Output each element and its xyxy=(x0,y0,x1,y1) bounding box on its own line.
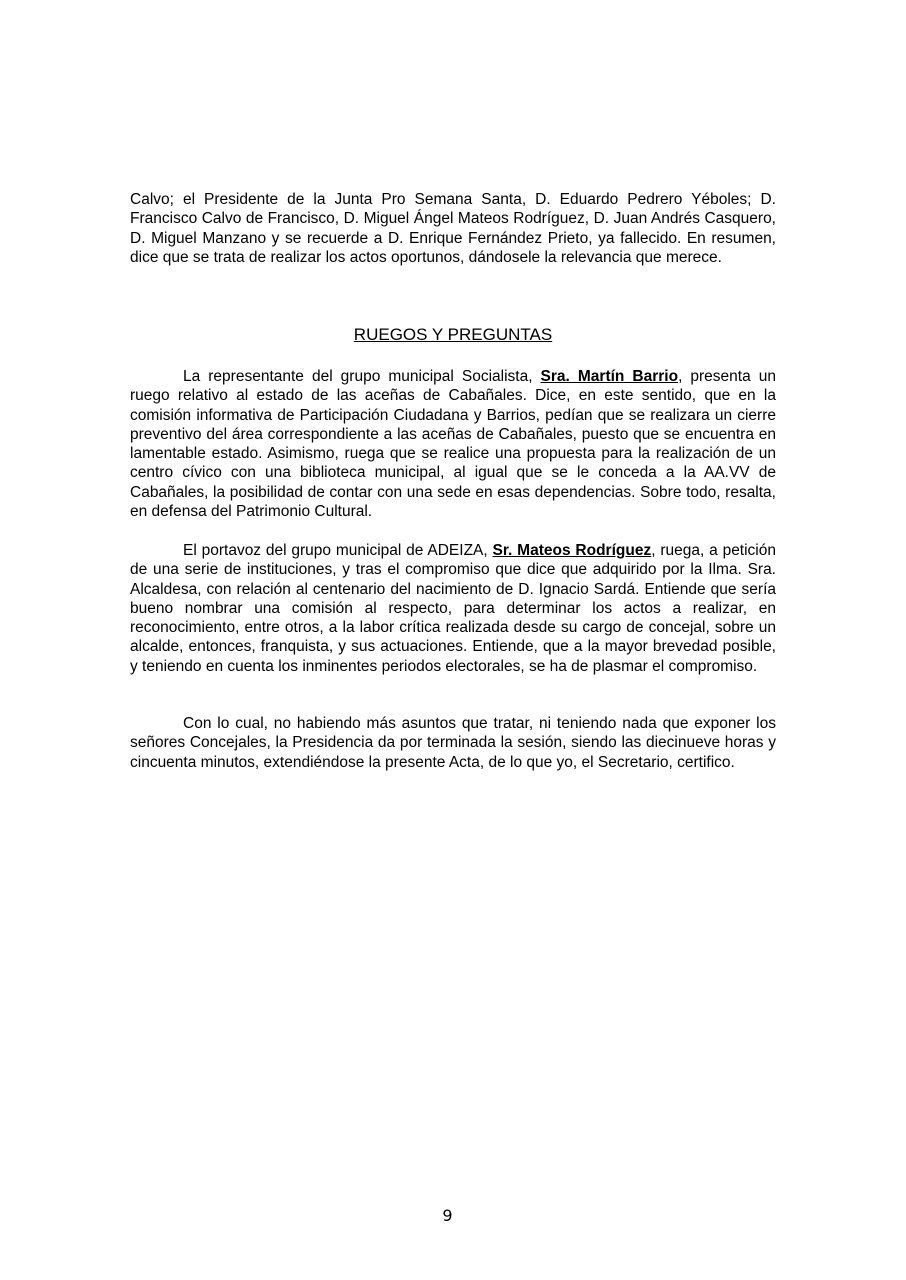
section-heading-text: RUEGOS Y PREGUNTAS xyxy=(353,325,553,344)
section-heading xyxy=(130,324,776,346)
paragraph-martin-body: , presenta un ruego relativo al estado de las aceñas de Cabañales. Dice, en este sentido, que en la comisión informativa de Participación Ciudadana y Barrios, pedían que se realizara un cierre preventivo del área correspondiente a las aceñas de Cabañales, puesto que se encuentra en lamentable estado. Asimismo, ruega que se realice una propuesta para la realización de un centro cívico con una biblioteca municipal, al igual que se le conceda a la AA.VV de Cabañales, la posibilidad de contar con una sede en esas dependencias. Sobre todo, resalta, en defensa del Patrimonio Cultural. xyxy=(130,368,776,521)
paragraph-continuation xyxy=(130,190,776,267)
paragraph-continuation-text: Calvo; el Presidente de la Junta Pro Semana Santa, D. Eduardo Pedrero Yéboles; D. Francisco Calvo de Francisco, D. Miguel Ángel Mateos Rodríguez, D. Juan Andrés Casquero, D. Miguel Manzano y se recuerde a D. Enrique Fernández Prieto, ya fallecido. En resumen, dice que se trata de realizar los actos oportunos, dándosele la relevancia que merece. xyxy=(130,191,776,266)
paragraph-martin-intro: La representante del grupo municipal Socialista, xyxy=(183,368,541,385)
paragraph-mateos-intro: El portavoz del grupo municipal de ADEIZA, xyxy=(183,542,493,559)
paragraph-closing xyxy=(130,714,776,772)
speaker-name-martin-barrio: Sra. Martín Barrio xyxy=(540,368,679,385)
page-number: 9 xyxy=(442,1206,453,1225)
paragraph-martin-barrio xyxy=(130,367,776,521)
paragraph-closing-text: Con lo cual, no habiendo más asuntos que tratar, ni teniendo nada que exponer los señores Concejales, la Presidencia da por terminada la sesión, siendo las diecinueve horas y cincuenta minutos, extendiéndose la presente Acta, de lo que yo, el Secretario, certifico. xyxy=(130,715,776,771)
paragraph-mateos-body: , ruega, a petición de una serie de instituciones, y tras el compromiso que dice que adquirido por la Ilma. Sra. Alcaldesa, con relación al centenario del nacimiento de D. Ignacio Sardá. Entiende que sería bueno nombrar una comisión al respecto, para determinar los actos a realizar, en reconocimiento, entre otros, a la labor crítica realizada desde su cargo de concejal, sobre un alcalde, entonces, franquista, y sus actuaciones. Entiende, que a la mayor brevedad posible, y teniendo en cuenta los inminentes periodos electorales, se ha de plasmar el compromiso. xyxy=(130,542,776,675)
speaker-name-mateos-rodriguez: Sr. Mateos Rodríguez xyxy=(492,542,652,559)
paragraph-mateos-rodriguez xyxy=(130,541,776,676)
